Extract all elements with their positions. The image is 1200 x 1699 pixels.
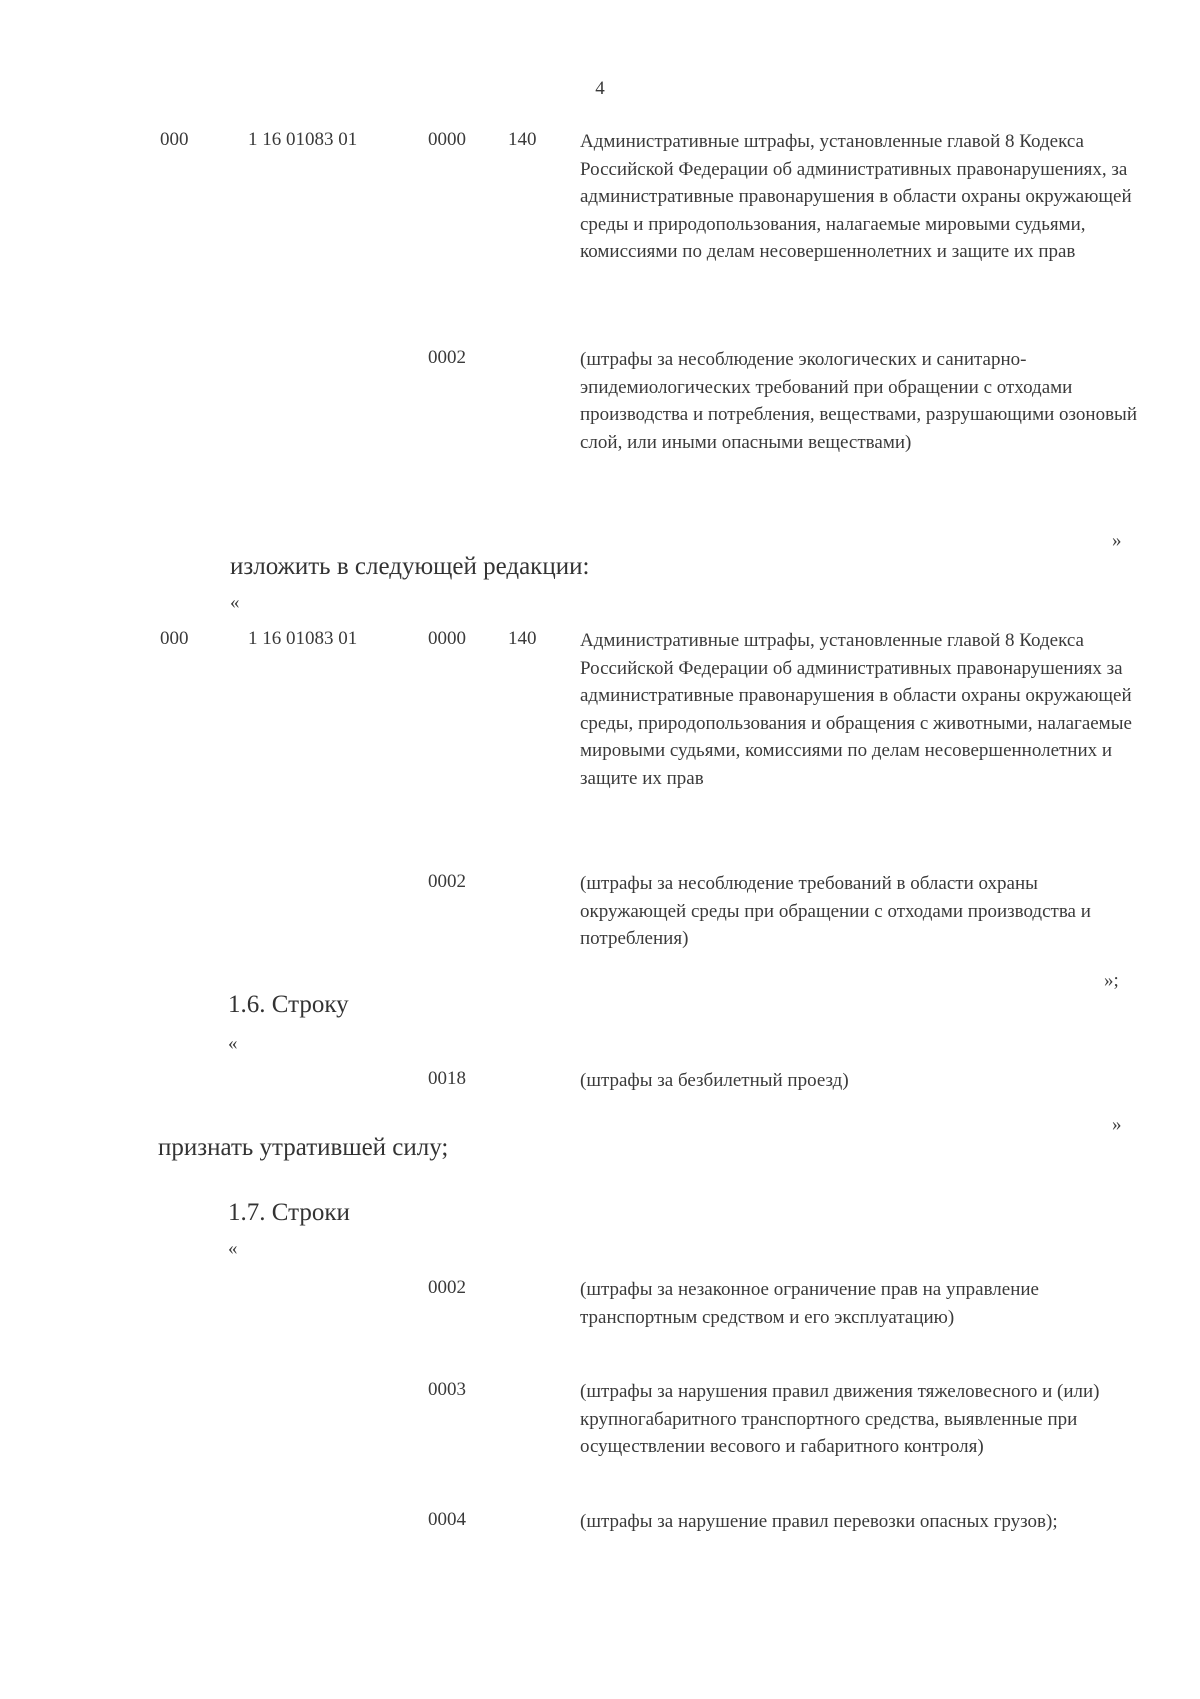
conclusion-text: признать утратившей силу; — [158, 1134, 449, 1161]
close-quote: »; — [1104, 970, 1119, 991]
row-description: (штрафы за нарушение правил перевозки опасных грузов); — [580, 1511, 1058, 1532]
subcode: 0000 — [428, 129, 466, 150]
row-description: (штрафы за нарушения правил движения тяжеловесного и (или) крупногабаритного транспортного средства, выявленные при осуществлении весового и габаритного контроля) — [580, 1381, 1100, 1457]
kosgu-code: 140 — [508, 129, 537, 150]
sub-code: 0002 — [428, 871, 466, 892]
admin-code: 000 — [160, 628, 189, 649]
sub-code: 0002 — [428, 347, 466, 368]
kbk-code: 1 16 01083 01 — [248, 129, 358, 150]
open-quote: « — [230, 592, 240, 613]
open-quote: « — [228, 1238, 238, 1259]
close-quote: » — [1112, 530, 1122, 551]
sub-description: (штрафы за несоблюдение экологических и санитарно-эпидемиологических требований при обращении с отходами производства и потребления, веществами, разрушающими озоновый слой, или иными опасными веществами) — [580, 349, 1137, 453]
row-description: (штрафы за незаконное ограничение прав на управление транспортным средством и его эксплуатацию) — [580, 1279, 1039, 1328]
admin-code: 000 — [160, 129, 189, 150]
close-quote: » — [1112, 1114, 1122, 1135]
row-code: 0004 — [428, 1509, 466, 1530]
row-code: 0018 — [428, 1068, 466, 1089]
row-code: 0002 — [428, 1277, 466, 1298]
subcode: 0000 — [428, 628, 466, 649]
row-description: Административные штрафы, установленные главой 8 Кодекса Российской Федерации об административных правонарушениях за административные правонарушения в области охраны окружающей среды, природопользования и обращения с животными, налагаемые мировыми судьями, комиссиями по делам несовершеннолетних и защите их прав — [580, 630, 1132, 789]
kosgu-code: 140 — [508, 628, 537, 649]
kbk-code: 1 16 01083 01 — [248, 628, 358, 649]
page-number: 4 — [595, 78, 605, 99]
row-description: (штрафы за безбилетный проезд) — [580, 1070, 849, 1091]
row-code: 0003 — [428, 1379, 466, 1400]
row-description: Административные штрафы, установленные главой 8 Кодекса Российской Федерации об административных правонарушениях, за административные правонарушения в области охраны окружающей среды и природопользования, налагаемые мировыми судьями, комиссиями по делам несовершеннолетних и защите их прав — [580, 131, 1132, 262]
section-heading: 1.7. Строки — [228, 1199, 350, 1226]
section-heading: 1.6. Строку — [228, 991, 349, 1018]
sub-description: (штрафы за несоблюдение требований в области охраны окружающей среды при обращении с отходами производства и потребления) — [580, 873, 1091, 949]
open-quote: « — [228, 1033, 238, 1054]
restate-paragraph: изложить в следующей редакции: — [230, 553, 590, 580]
